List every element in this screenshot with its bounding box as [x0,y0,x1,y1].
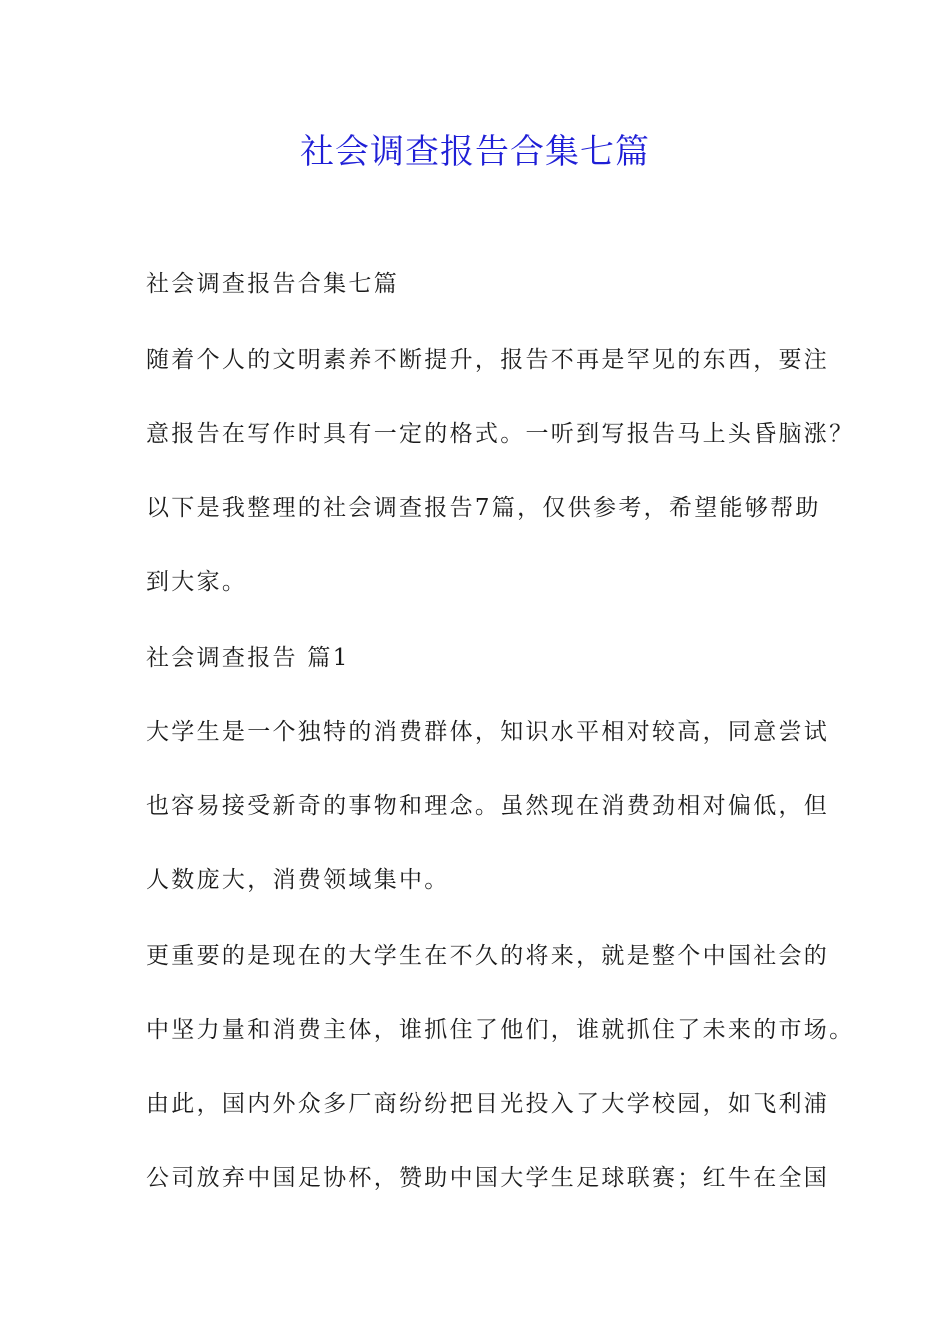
body-line: 由此，国内外众多厂商纷纷把目光投入了大学校园，如飞利浦 [146,1091,830,1117]
body-line: 人数庞大，消费领域集中。 [146,867,450,893]
body-line: 随着个人的文明素养不断提升，报告不再是罕见的东西，要注 [146,347,830,373]
body-line: 大学生是一个独特的消费群体，知识水平相对较高，同意尝试 [146,719,830,745]
body-line: 意报告在写作时具有一定的格式。一听到写报告马上头昏脑涨？ [146,421,855,447]
document-title: 社会调查报告合集七篇 [300,132,650,172]
body-line: 到大家。 [146,569,248,595]
body-line: 中坚力量和消费主体，谁抓住了他们，谁就抓住了未来的市场。 [146,1017,855,1043]
section-heading: 社会调查报告 篇1 [146,645,350,671]
subtitle-line: 社会调查报告合集七篇 [146,271,399,297]
body-line: 更重要的是现在的大学生在不久的将来，就是整个中国社会的 [146,943,830,969]
body-line: 以下是我整理的社会调查报告7篇，仅供参考，希望能够帮助 [146,495,821,521]
body-line: 也容易接受新奇的事物和理念。虽然现在消费劲相对偏低，但 [146,793,830,819]
body-line: 公司放弃中国足协杯，赞助中国大学生足球联赛；红牛在全国 [146,1165,830,1191]
